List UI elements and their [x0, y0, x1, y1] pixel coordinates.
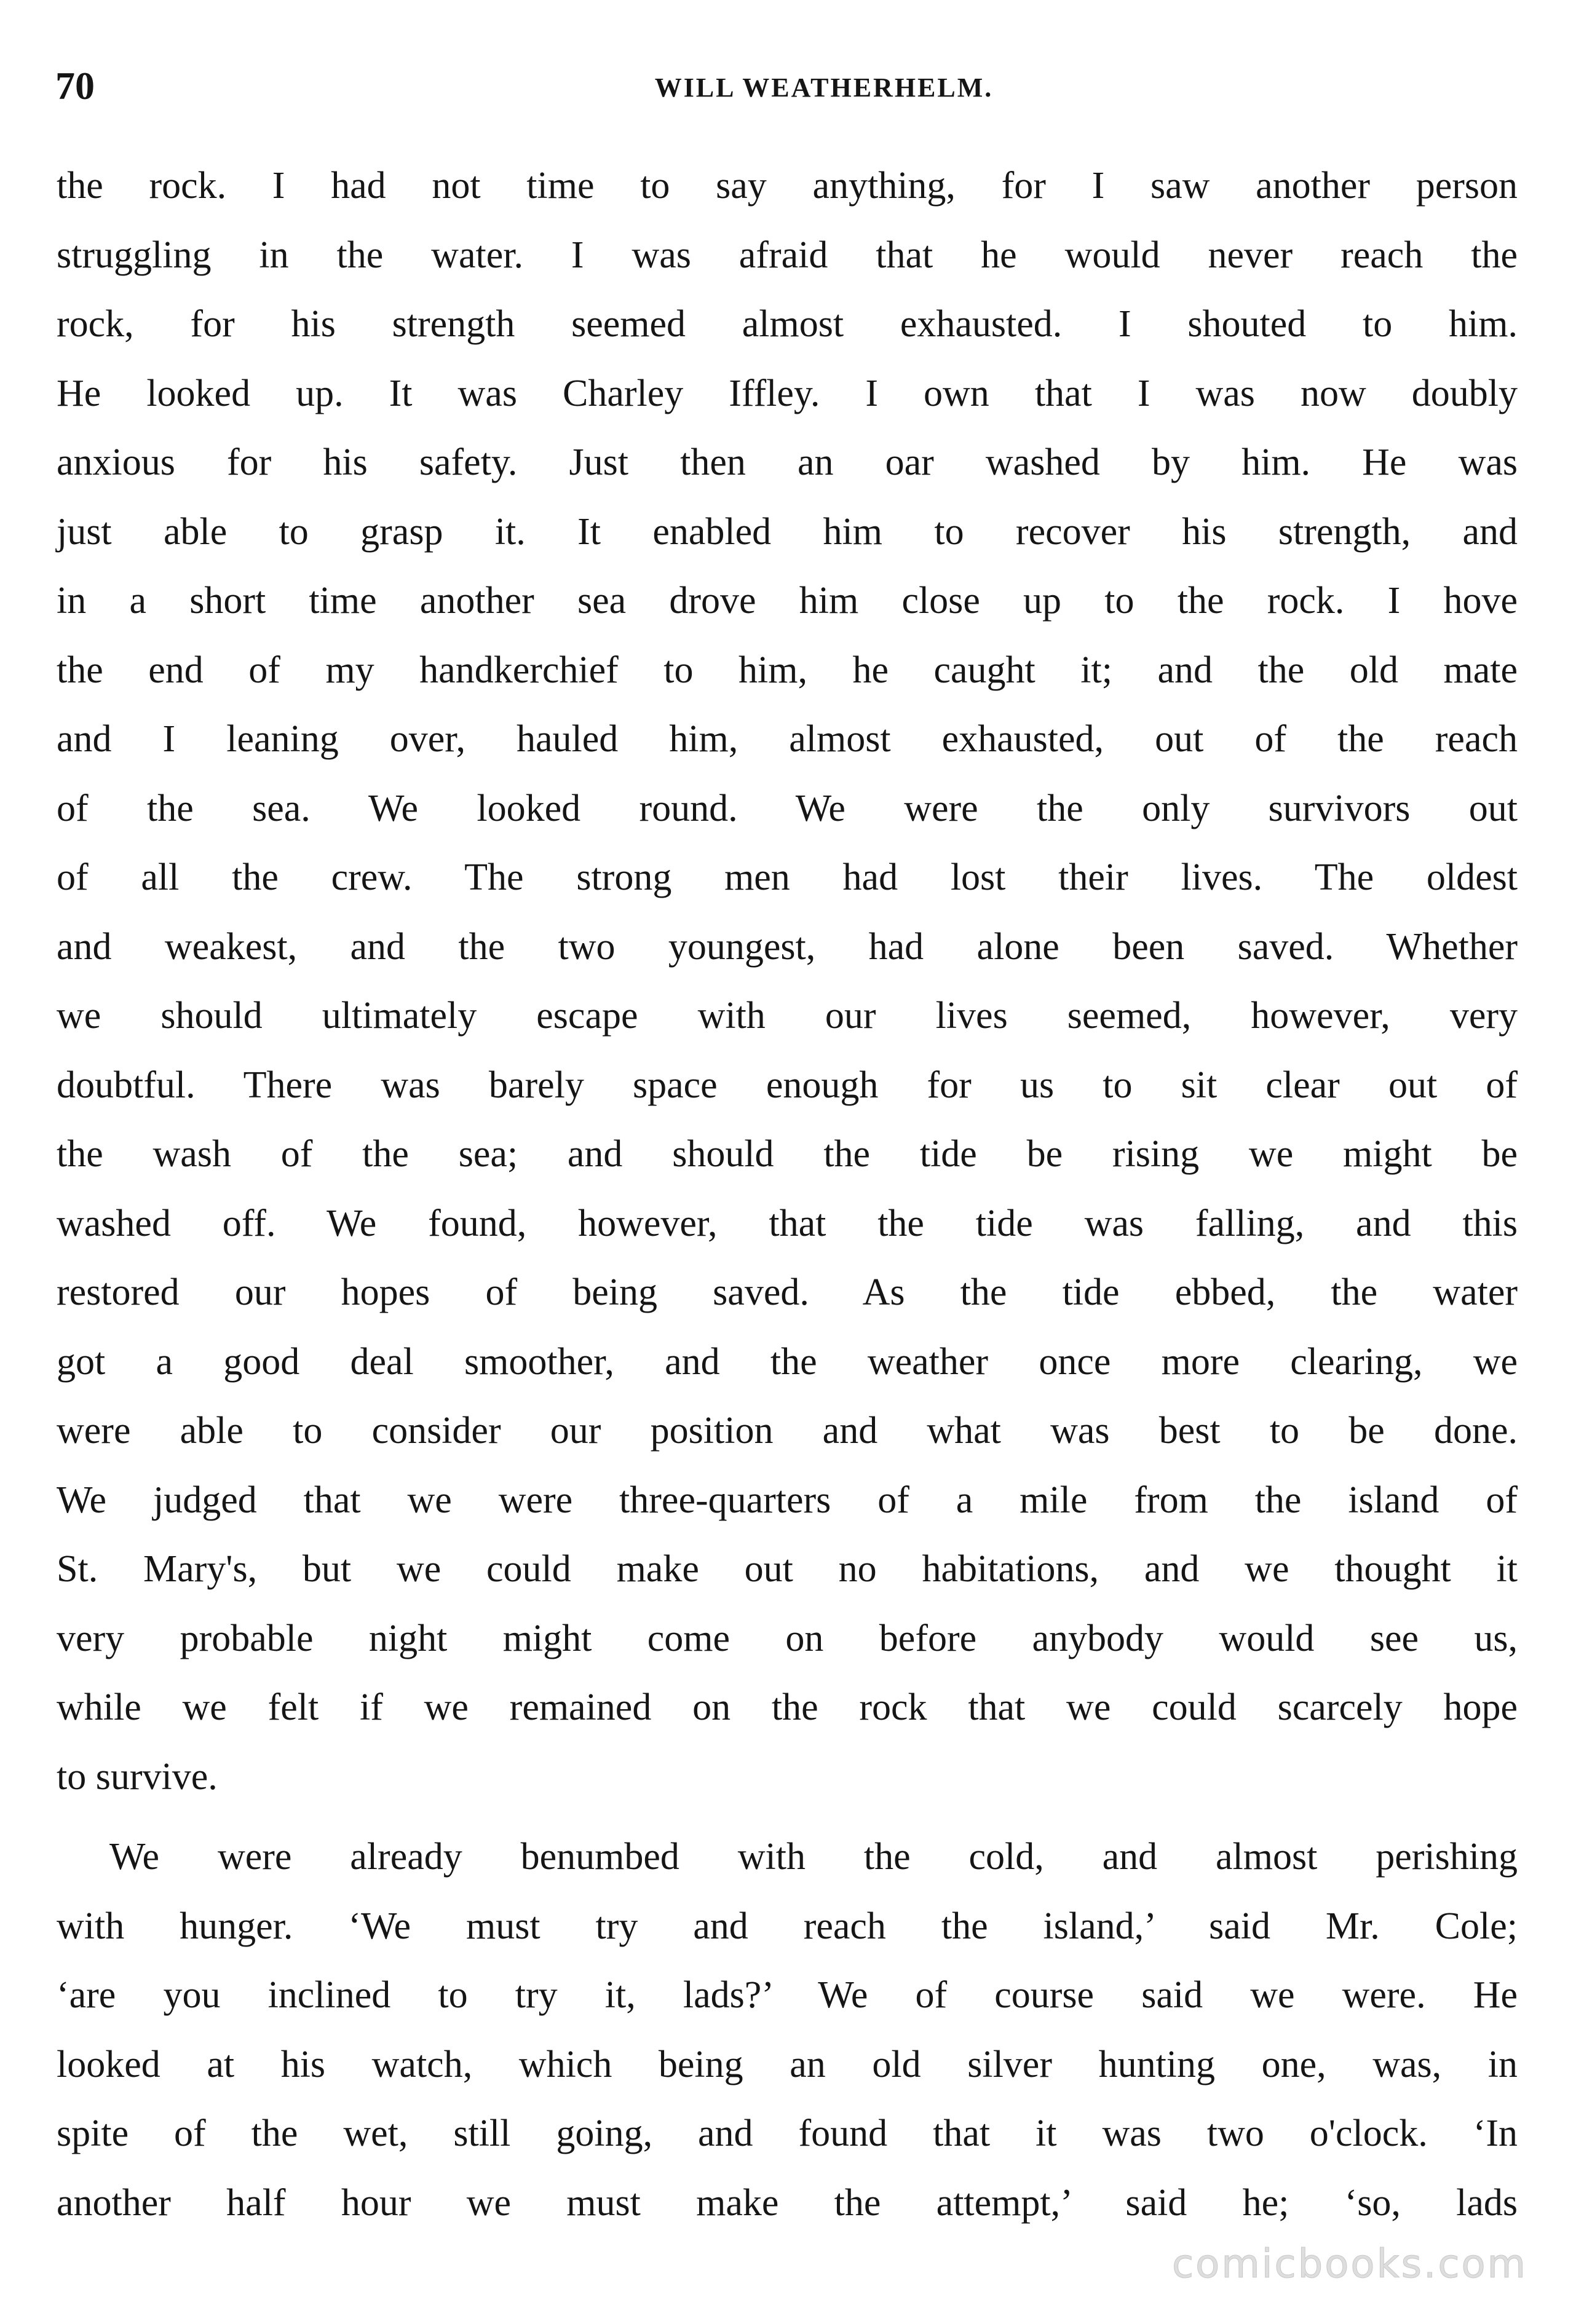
paragraph-gap [57, 1811, 1518, 1822]
watermark: comicbooks.com [1171, 2242, 1527, 2287]
text-line: with hunger. ‘We must try and reach the island,’ said Mr. Cole; [57, 1905, 1518, 1947]
text-line: the end of my handkerchief to him, he caught it; and the old mate [57, 649, 1518, 691]
text-line: in a short time another sea drove him close up to the rock. I hove [57, 580, 1518, 622]
text-line: and I leaning over, hauled him, almost exhausted, out of the reach [57, 718, 1518, 760]
text-line: He looked up. It was Charley Iffley. I own that I was now doubly [57, 372, 1518, 414]
text-line: and weakest, and the two youngest, had alone been saved. Whether [57, 925, 1518, 968]
text-line: anxious for his safety. Just then an oar washed by him. He was [57, 441, 1518, 483]
paragraph-2 [57, 1822, 1518, 2237]
text-line: washed off. We found, however, that the tide was falling, and this [57, 1202, 1518, 1244]
text-line: the wash of the sea; and should the tide be rising we might be [57, 1133, 1518, 1175]
text-line: of the sea. We looked round. We were the only survivors out [57, 787, 1518, 829]
text-line: struggling in the water. I was afraid that he would never reach the [57, 234, 1518, 276]
text-line: another half hour we must make the attempt,’ said he; ‘so, lads [57, 2181, 1518, 2224]
text-line: while we felt if we remained on the rock that we could scarcely hope [57, 1686, 1518, 1728]
running-head [55, 61, 1519, 111]
text-line: looked at his watch, which being an old silver hunting one, was, in [57, 2043, 1518, 2085]
text-line: St. Mary's, but we could make out no habitations, and we thought it [57, 1548, 1518, 1590]
page-number: 70 [55, 64, 95, 108]
text-line: to survive. [57, 1755, 218, 1798]
text-line: rock, for his strength seemed almost exhausted. I shouted to him. [57, 303, 1518, 345]
body-text [57, 151, 1518, 2237]
text-line: spite of the wet, still going, and found that it was two o'clock. ‘In [57, 2113, 1518, 2154]
text-line: of all the crew. The strong men had lost their lives. The oldest [57, 856, 1518, 898]
text-line: we should ultimately escape with our lives seemed, however, very [57, 995, 1518, 1037]
text-line: just able to grasp it. It enabled him to recover his strength, and [57, 510, 1518, 553]
text-line: doubtful. There was barely space enough for us to sit clear out of [57, 1064, 1518, 1106]
text-line: got a good deal smoother, and the weather once more clearing, we [57, 1340, 1518, 1383]
text-line: We judged that we were three-quarters of a mile from the island of [57, 1479, 1518, 1521]
text-line: very probable night might come on before anybody would see us, [57, 1617, 1518, 1659]
text-line: restored our hopes of being saved. As the tide ebbed, the water [57, 1271, 1518, 1313]
text-line: the rock. I had not time to say anything, for I saw another person [57, 165, 1518, 207]
text-line: ‘are you inclined to try it, lads?’ We of course said we were. He [57, 1974, 1518, 2016]
paragraph-1 [57, 151, 1518, 1811]
running-title: WILL WEATHERHELM. [654, 73, 994, 103]
text-line: were able to consider our position and what was best to be done. [57, 1410, 1518, 1452]
text-line: We were already benumbed with the cold, and almost perishing [109, 1836, 1518, 1878]
